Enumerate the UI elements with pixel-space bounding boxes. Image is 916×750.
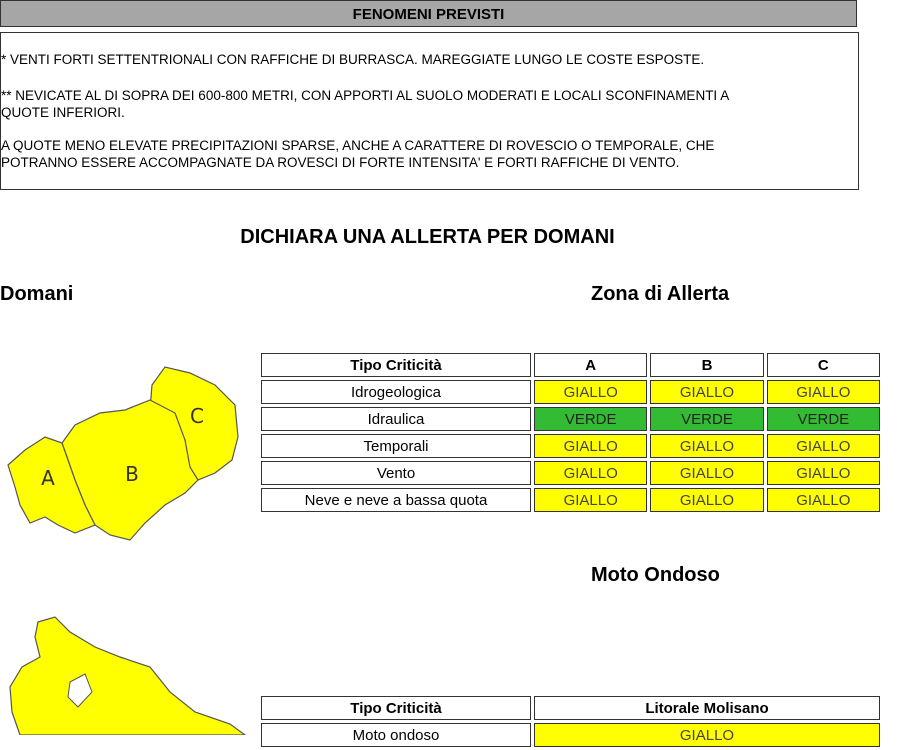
wave-heading: Moto Ondoso (591, 564, 720, 586)
zone-row-label: Vento (261, 461, 531, 485)
zone-level-cell: GIALLO (767, 488, 880, 512)
zone-header-b: B (650, 353, 763, 377)
wave-header-tipo: Tipo Criticità (261, 696, 531, 720)
zone-level-cell: GIALLO (767, 380, 880, 404)
zone-row-label: Idrogeologica (261, 380, 531, 404)
zone-row (261, 380, 880, 404)
zone-level-cell: VERDE (767, 407, 880, 431)
zone-heading: Zona di Allerta (591, 283, 730, 305)
map-label-c: C (190, 404, 204, 428)
zone-row-label: Neve e neve a bassa quota (261, 488, 531, 512)
wave-row-label: Moto ondoso (261, 723, 531, 747)
coast-region (10, 617, 245, 735)
zone-row (261, 434, 880, 458)
zone-row-label: Idraulica (261, 407, 531, 431)
zone-header-c: C (767, 353, 880, 377)
zone-level-cell: GIALLO (767, 434, 880, 458)
zone-map (0, 355, 250, 550)
wave-header-litorale: Litorale Molisano (534, 696, 880, 720)
phenomena-line-3a: A QUOTE MENO ELEVATE PRECIPITAZIONI SPARSE, ANCHE A CARATTERE DI ROVESCIO O TEMPORALE, CHE (1, 138, 715, 153)
zone-table (258, 350, 883, 515)
phenomena-line-2a: ** NEVICATE AL DI SOPRA DEI 600-800 METRI, CON APPORTI AL SUOLO MODERATI E LOCALI SCONFINAMENTI A (1, 88, 730, 103)
zone-level-cell: GIALLO (650, 380, 763, 404)
zone-row (261, 461, 880, 485)
map-label-a: A (41, 466, 55, 490)
zone-header-tipo: Tipo Criticità (261, 353, 531, 377)
phenomena-line-3b: POTRANNO ESSERE ACCOMPAGNATE DA ROVESCI DI FORTE INTENSITA' E FORTI RAFFICHE DI VENTO. (1, 155, 680, 170)
zone-header-a: A (534, 353, 647, 377)
zone-level-cell: GIALLO (650, 434, 763, 458)
zone-level-cell: GIALLO (534, 434, 647, 458)
zone-level-cell: GIALLO (534, 461, 647, 485)
zone-row (261, 488, 880, 512)
zone-row (261, 407, 880, 431)
zone-level-cell: GIALLO (534, 380, 647, 404)
zone-level-cell: GIALLO (650, 461, 763, 485)
phenomena-line-1: * VENTI FORTI SETTENTRIONALI CON RAFFICHE DI BURRASCA. MAREGGIATE LUNGO LE COSTE ESPOSTE. (1, 52, 705, 67)
zone-row-label: Temporali (261, 434, 531, 458)
zone-level-cell: GIALLO (767, 461, 880, 485)
coast-map (0, 612, 250, 735)
phenomena-header: FENOMENI PREVISTI (0, 0, 857, 27)
domani-heading: Domani (0, 283, 74, 305)
alert-title: DICHIARA UNA ALLERTA PER DOMANI (240, 226, 615, 248)
map-label-b: B (125, 462, 139, 486)
zone-level-cell: GIALLO (650, 488, 763, 512)
zone-level-cell: VERDE (534, 407, 647, 431)
zone-level-cell: GIALLO (534, 488, 647, 512)
phenomena-box (0, 32, 859, 190)
wave-level-cell: GIALLO (534, 723, 880, 747)
zone-level-cell: VERDE (650, 407, 763, 431)
phenomena-line-2b: QUOTE INFERIORI. (1, 105, 125, 120)
wave-row (261, 723, 880, 747)
wave-table (258, 693, 883, 750)
